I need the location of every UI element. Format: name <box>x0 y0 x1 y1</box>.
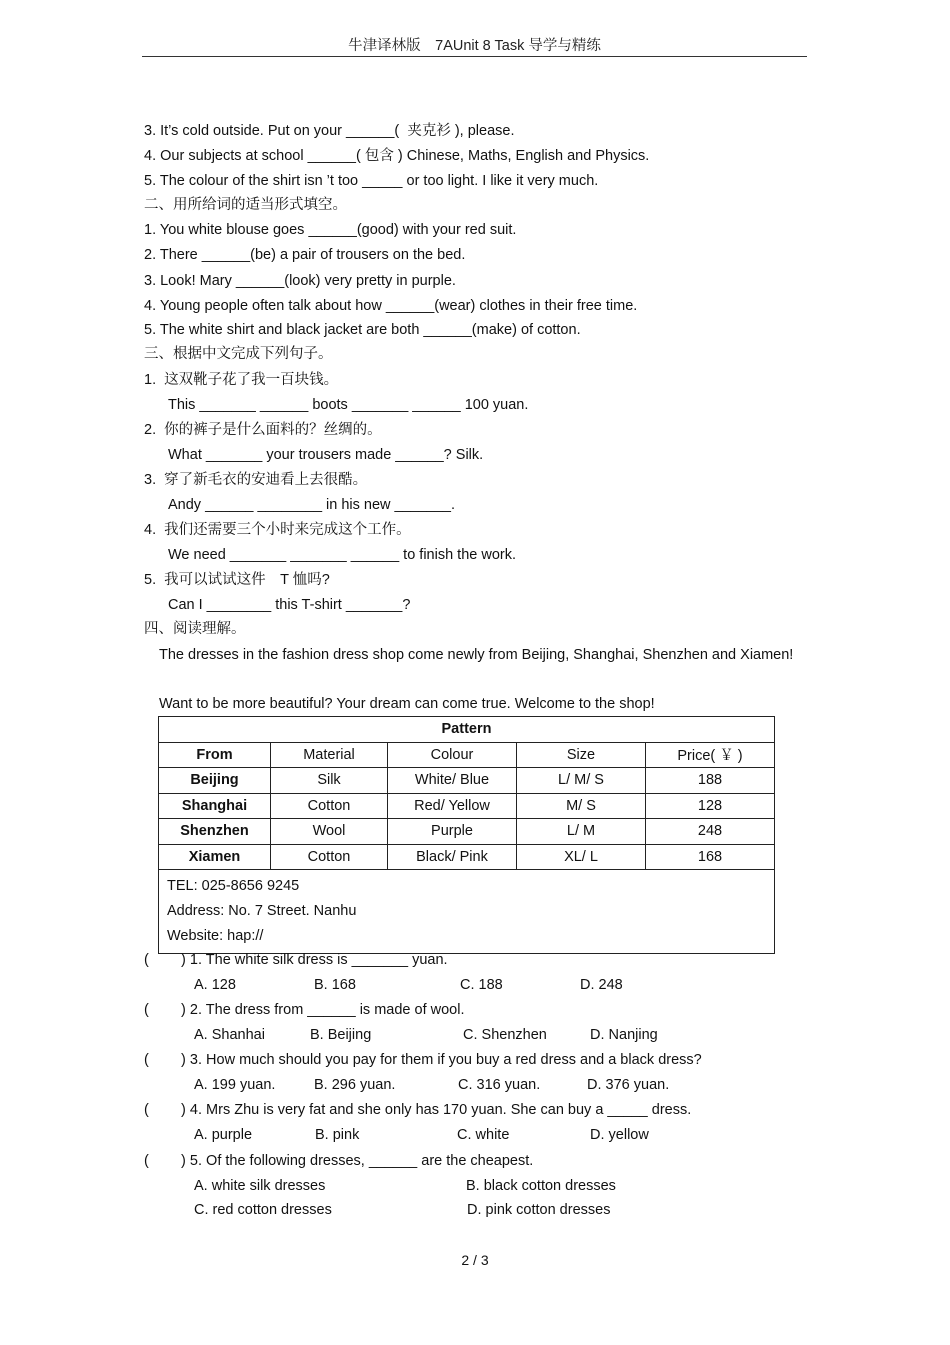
header-colour: Colour <box>388 742 517 768</box>
shop-contact-info <box>159 870 775 954</box>
q1-option-d: D. 248 <box>580 977 623 993</box>
q5-option-a: A. white silk dresses <box>194 1178 326 1194</box>
q1-option-c: C. 188 <box>460 977 503 993</box>
cell-material: Wool <box>271 819 388 845</box>
cell-colour: Red/ Yellow <box>388 793 517 819</box>
page-number: 2 / 3 <box>461 1252 489 1268</box>
table-row <box>159 844 775 870</box>
cell-material: Cotton <box>271 793 388 819</box>
s1-item-5: 5. The colour of the shirt isn ’t too _____ or too light. I like it very much. <box>144 173 599 189</box>
q1-stem: ( ) 1. The white silk dress is _______ yuan. <box>144 952 448 968</box>
q2-option-b: B. Beijing <box>310 1027 372 1043</box>
q5-option-d: D. pink cotton dresses <box>467 1202 611 1218</box>
header-size: Size <box>517 742 646 768</box>
s3-item-4-cn: 4. 我们还需要三个小时来完成这个工作。 <box>144 522 411 538</box>
s2-item-4: 4. Young people often talk about how ______(wear) clothes in their free time. <box>144 298 638 314</box>
cell-size: L/ M <box>517 819 646 845</box>
s2-item-5: 5. The white shirt and black jacket are both ______(make) of cotton. <box>144 322 581 338</box>
header-price: Price( ￥ ) <box>646 742 775 768</box>
q5-stem: ( ) 5. Of the following dresses, ______ are the cheapest. <box>144 1153 534 1169</box>
s3-item-4-en: We need _______ _______ ______ to finish the work. <box>168 547 516 563</box>
s2-item-2: 2. There ______(be) a pair of trousers on the bed. <box>144 247 466 263</box>
s4-heading: 四、阅读理解。 <box>144 621 246 637</box>
cell-price: 128 <box>646 793 775 819</box>
header-rule <box>142 56 807 57</box>
s3-item-1-cn: 1. 这双靴子花了我一百块钱。 <box>144 372 339 388</box>
q4-stem: ( ) 4. Mrs Zhu is very fat and she only has 170 yuan. She can buy a _____ dress. <box>144 1102 692 1118</box>
q3-stem: ( ) 3. How much should you pay for them if you buy a red dress and a black dress? <box>144 1052 702 1068</box>
page-header: 牛津译林版 7AUnit 8 Task 导学与精练 <box>348 38 601 54</box>
cell-size: XL/ L <box>517 844 646 870</box>
s2-item-3: 3. Look! Mary ______(look) very pretty in purple. <box>144 273 456 289</box>
s4-intro: The dresses in the fashion dress shop come newly from Beijing, Shanghai, Shenzhen and Xiamen! <box>159 647 794 663</box>
cell-material: Silk <box>271 768 388 794</box>
table-header-row <box>159 742 775 768</box>
s1-item-3: 3. It’s cold outside. Put on your ______( 夹克衫 ), please. <box>144 123 515 139</box>
cell-size: L/ M/ S <box>517 768 646 794</box>
dress-shop-table <box>158 716 775 954</box>
q5-option-b: B. black cotton dresses <box>466 1178 616 1194</box>
q4-option-a: A. purple <box>194 1127 253 1143</box>
shop-address: Address: No. 7 Street. Nanhu <box>167 903 357 919</box>
s3-heading: 三、根据中文完成下列句子。 <box>144 346 333 362</box>
s2-heading: 二、用所给词的适当形式填空。 <box>144 197 347 213</box>
q2-stem: ( ) 2. The dress from ______ is made of wool. <box>144 1002 465 1018</box>
cell-colour: Black/ Pink <box>388 844 517 870</box>
q4-option-b: B. pink <box>315 1127 360 1143</box>
table-row <box>159 768 775 794</box>
cell-from: Xiamen <box>159 844 271 870</box>
q5-option-c: C. red cotton dresses <box>194 1202 332 1218</box>
s3-item-5-en: Can I ________ this T-shirt _______? <box>168 597 411 613</box>
header-material: Material <box>271 742 388 768</box>
header-from: From <box>159 742 271 768</box>
q2-option-a: A. Shanhai <box>194 1027 265 1043</box>
cell-price: 168 <box>646 844 775 870</box>
s4-intro-2: Want to be more beautiful? Your dream can come true. Welcome to the shop! <box>159 696 655 712</box>
cell-price: 248 <box>646 819 775 845</box>
q3-option-a: A. 199 yuan. <box>194 1077 276 1093</box>
s1-item-4: 4. Our subjects at school ______( 包含 ) Chinese, Maths, English and Physics. <box>144 148 650 164</box>
q1-option-a: A. 128 <box>194 977 236 993</box>
q4-option-d: D. yellow <box>590 1127 649 1143</box>
cell-from: Shanghai <box>159 793 271 819</box>
q3-option-b: B. 296 yuan. <box>314 1077 396 1093</box>
cell-from: Beijing <box>159 768 271 794</box>
table-title: Pattern <box>159 717 775 743</box>
cell-from: Shenzhen <box>159 819 271 845</box>
q3-option-c: C. 316 yuan. <box>458 1077 541 1093</box>
cell-size: M/ S <box>517 793 646 819</box>
s2-item-1: 1. You white blouse goes ______(good) with your red suit. <box>144 222 517 238</box>
table-row <box>159 819 775 845</box>
s3-item-3-cn: 3. 穿了新毛衣的安迪看上去很酷。 <box>144 472 368 488</box>
s3-item-3-en: Andy ______ ________ in his new _______. <box>168 497 456 513</box>
cell-material: Cotton <box>271 844 388 870</box>
q3-option-d: D. 376 yuan. <box>587 1077 670 1093</box>
q2-option-d: D. Nanjing <box>590 1027 658 1043</box>
cell-price: 188 <box>646 768 775 794</box>
s3-item-5-cn: 5. 我可以试试这件 T 恤吗? <box>144 572 330 588</box>
cell-colour: White/ Blue <box>388 768 517 794</box>
table-row <box>159 793 775 819</box>
q2-option-c: C. Shenzhen <box>463 1027 547 1043</box>
s3-item-2-en: What _______ your trousers made ______? Silk. <box>168 447 484 463</box>
shop-website: Website: hap:// <box>167 928 264 944</box>
q4-option-c: C. white <box>457 1127 510 1143</box>
s3-item-2-cn: 2. 你的裤子是什么面料的？丝绸的。 <box>144 422 382 438</box>
s3-item-1-en: This _______ ______ boots _______ ______ 100 yuan. <box>168 397 529 413</box>
cell-colour: Purple <box>388 819 517 845</box>
shop-tel: TEL: 025-8656 9245 <box>167 878 300 894</box>
q1-option-b: B. 168 <box>314 977 356 993</box>
